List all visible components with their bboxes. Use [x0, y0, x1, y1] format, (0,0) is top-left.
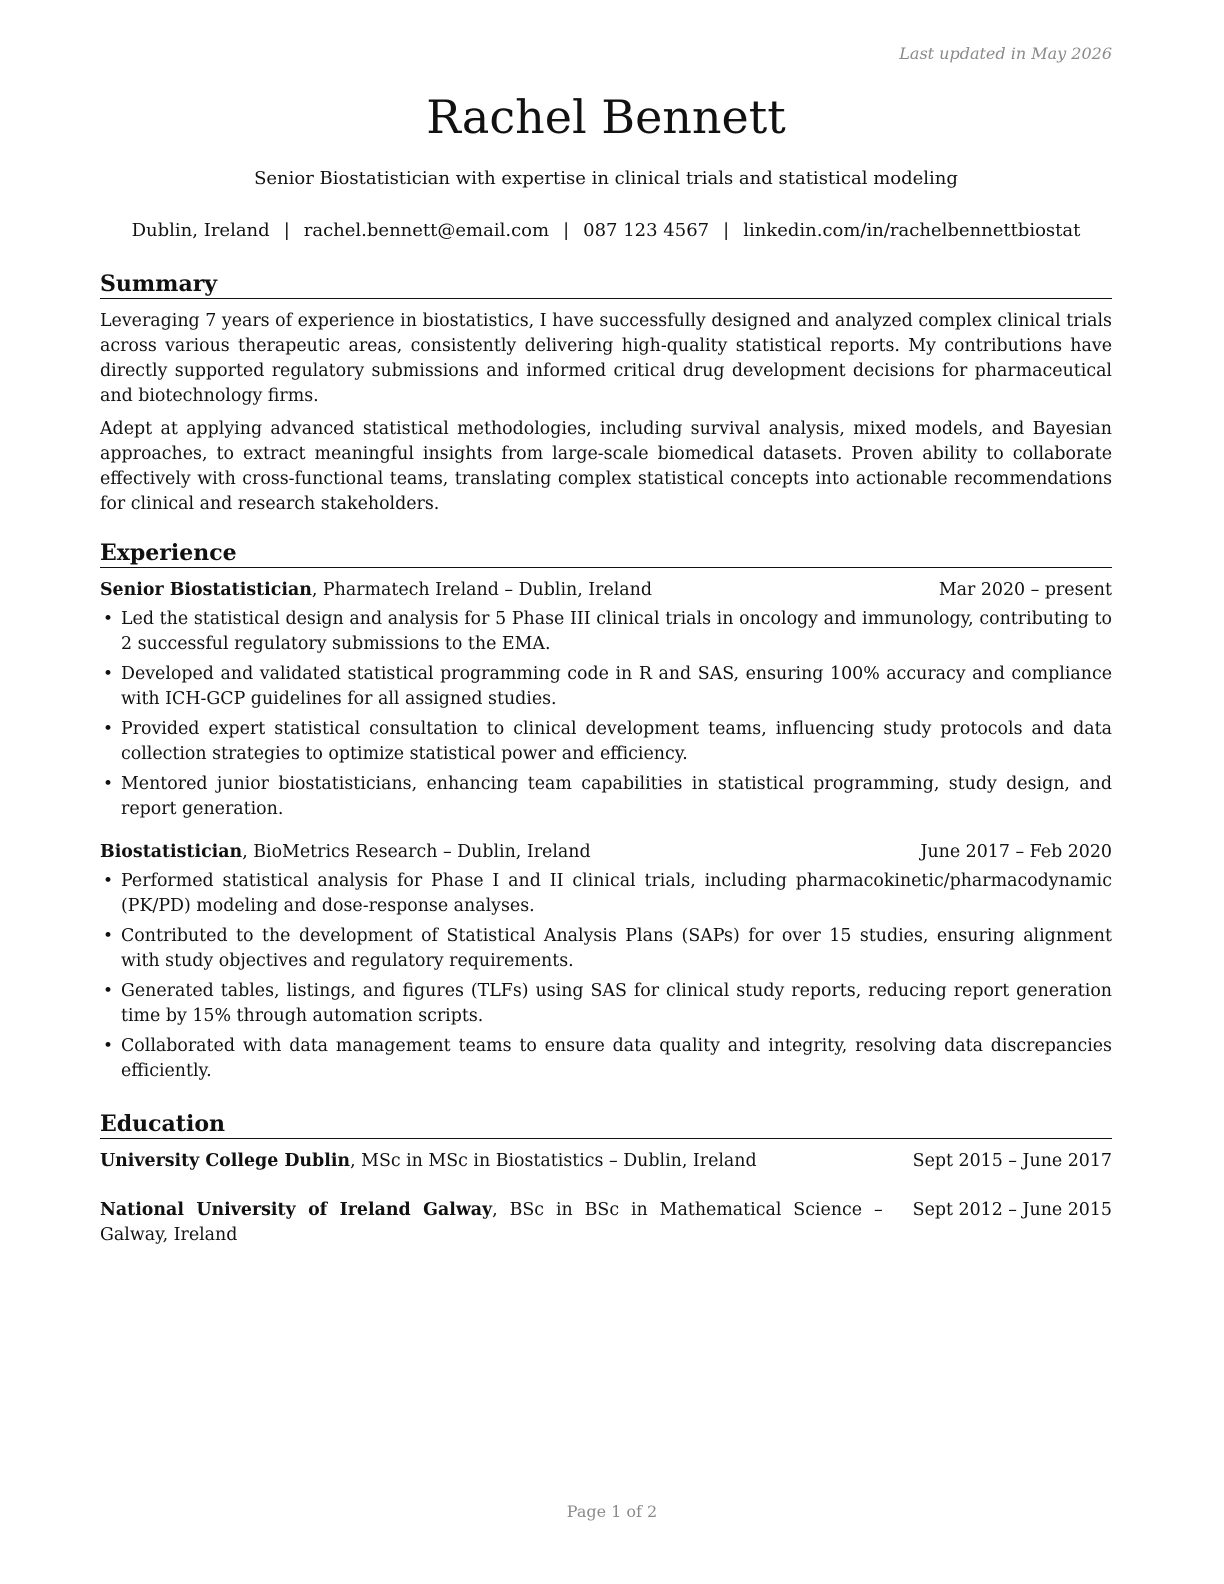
experience-section [100, 539, 1112, 1089]
education-section [100, 1110, 1112, 1248]
bullet-text: Mentored junior biostatisticians, enhancing team capabilities in statistical programming, study design, and report generation. [121, 774, 1112, 819]
summary-section [100, 270, 1112, 525]
job-title-line [100, 840, 591, 865]
bullet-icon: • [103, 774, 114, 794]
contact-linkedin[interactable]: linkedin.com/in/rachelbennettbiostat [743, 220, 1081, 241]
education-degree: , MSc in MSc in Biostatistics – Dublin, Ireland [350, 1151, 757, 1171]
bullet-text: Collaborated with data management teams to ensure data quality and integrity, resolving data discrepancies efficiently. [121, 1036, 1112, 1081]
contact-separator: | [723, 220, 730, 241]
bullet-text: Contributed to the development of Statistical Analysis Plans (SAPs) for over 15 studies, ensuring alignment with study objectives and regulatory requirements. [121, 926, 1112, 971]
list-item [100, 772, 1112, 822]
contact-location: Dublin, Ireland [131, 220, 270, 241]
contact-separator: | [283, 220, 290, 241]
job-entry [100, 578, 1112, 822]
page-number: Page 1 of 2 [566, 1502, 658, 1521]
list-item [100, 717, 1112, 767]
list-item [100, 924, 1112, 974]
education-institution: National University of Ireland Galway [100, 1200, 493, 1220]
education-institution: University College Dublin [100, 1151, 351, 1171]
job-bullets [100, 869, 1112, 1084]
last-updated: Last updated in May 2026 [899, 44, 1112, 63]
list-item [100, 662, 1112, 712]
bullet-icon: • [103, 664, 114, 684]
education-entry [100, 1149, 1112, 1174]
list-item [100, 1034, 1112, 1084]
education-title-line [100, 1149, 757, 1174]
job-role: Biostatistician [100, 842, 243, 862]
list-item [100, 607, 1112, 657]
job-company: , Pharmatech Ireland – Dublin, Ireland [311, 580, 653, 600]
bullet-icon: • [103, 871, 114, 891]
job-dates: Mar 2020 – present [938, 580, 1112, 600]
education-dates: Sept 2015 – June 2017 [912, 1151, 1112, 1171]
bullet-text: Provided expert statistical consultation to clinical development teams, influencing study protocols and data collection strategies to optimize statistical power and efficiency. [121, 719, 1112, 764]
bullet-text: Generated tables, listings, and figures (TLFs) using SAS for clinical study reports, reducing report generation time by 15% through automation scripts. [121, 981, 1112, 1026]
contact-email[interactable]: rachel.bennett@email.com [303, 220, 550, 241]
candidate-name: Rachel Bennett [426, 90, 786, 144]
job-company: , BioMetrics Research – Dublin, Ireland [242, 842, 591, 862]
headline: Senior Biostatistician with expertise in clinical trials and statistical modeling [254, 168, 958, 189]
summary-paragraph: Leveraging 7 years of experience in biostatistics, I have successfully designed and analyzed complex clinical trials across various therapeutic areas, consistently delivering high-quality statistical reports. My contributions have directly supported regulatory submissions and informed critical drug development decisions for pharmaceutical and biotechnology firms. [100, 311, 1112, 406]
contact-phone[interactable]: 087 123 4567 [583, 220, 710, 241]
job-entry [100, 840, 1112, 1084]
list-item [100, 869, 1112, 919]
education-degree: , BSc in BSc in Mathematical Science – Galway, Ireland [100, 1200, 883, 1245]
education-entry [100, 1198, 1112, 1248]
bullet-text: Developed and validated statistical programming code in R and SAS, ensuring 100% accuracy and compliance with ICH-GCP guidelines for all assigned studies. [121, 664, 1112, 709]
summary-paragraph: Adept at applying advanced statistical methodologies, including survival analysis, mixed models, and Bayesian approaches, to extract meaningful insights from large-scale biomedical datasets. Proven ability to collaborate effectively with cross-functional teams, translating complex statistical concepts into actionable recommendations for clinical and research stakeholders. [100, 419, 1112, 514]
section-title-summary: Summary [100, 270, 1112, 299]
list-item [100, 979, 1112, 1029]
bullet-icon: • [103, 609, 114, 629]
bullet-icon: • [103, 926, 114, 946]
bullet-icon: • [103, 719, 114, 739]
education-dates: Sept 2012 – June 2015 [912, 1200, 1112, 1220]
bullet-icon: • [103, 981, 114, 1001]
job-header [100, 840, 1112, 865]
bullet-text: Performed statistical analysis for Phase I and II clinical trials, including pharmacokinetic/pharmacodynamic (PK/​PD) modeling and dose-response analyses. [121, 871, 1112, 916]
bullet-text: Led the statistical design and analysis for 5 Phase III clinical trials in oncology and immunology, contributing to 2 successful regulatory submissions to the EMA. [121, 609, 1112, 654]
job-dates: June 2017 – Feb 2020 [920, 842, 1112, 862]
section-title-education: Education [100, 1110, 1112, 1139]
bullet-icon: • [103, 1036, 114, 1056]
job-role: Senior Biostatistician [100, 580, 312, 600]
contact-line [100, 218, 1112, 244]
contact-separator: | [563, 220, 570, 241]
job-title-line [100, 578, 652, 603]
job-header [100, 578, 1112, 603]
job-bullets [100, 607, 1112, 822]
education-title-line [100, 1198, 883, 1248]
section-title-experience: Experience [100, 539, 1112, 568]
